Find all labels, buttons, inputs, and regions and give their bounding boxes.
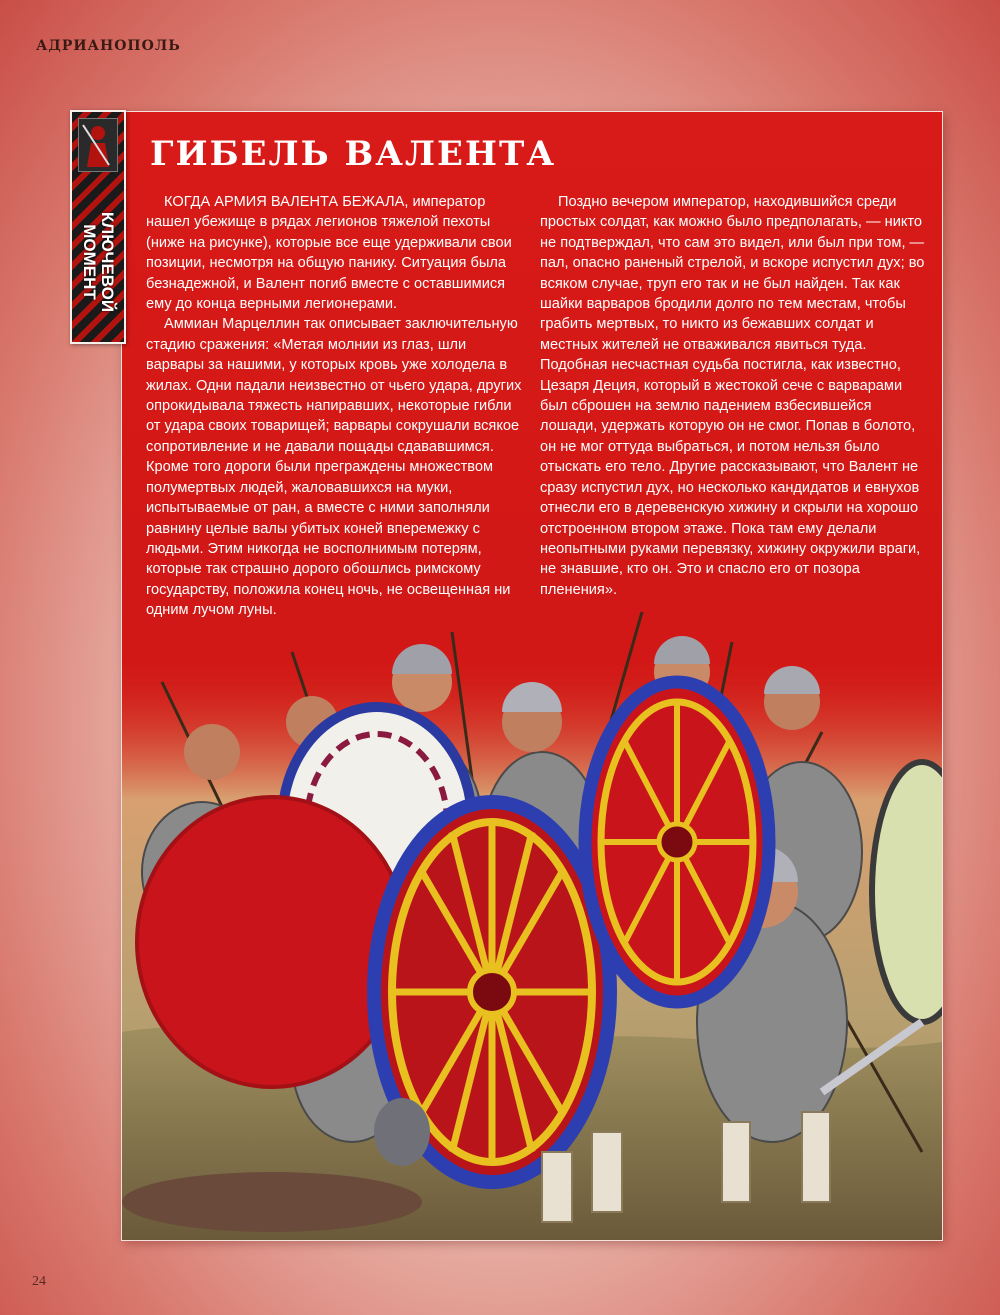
- battle-illustration: [122, 592, 942, 1240]
- key-moment-line2: МОМЕНТ: [80, 224, 99, 300]
- article-title: ГИБЕЛЬ ВАЛЕНТА: [150, 134, 557, 174]
- article-panel: [122, 112, 942, 1240]
- paragraph: Поздно вечером император, находившийся среди простых солдат, как можно было предполагать, — никто не подтверждал, что сам это видел, или был при том, — пал, опасно раненый стрелой, и вскоре испустил дух; во всяком случае, труп его так и не был найден. Так как шайки варваров бродили долго по тем местам, чтобы грабить мертвых, то никто из бежавших солдат и местных жителей не отваживался явиться туда. Подобная несчастная судьба постигла, как известно, Цезаря Деция, который в жестокой сече с варварами был сброшен на землю падением взбесившейся лошади, удержать которую он не смог. Попав в болото, он не мог оттуда выбраться, и потом нельзя было отыскать его тело. Другие рассказывают, что Валент не сразу испустил дух, но несколько кандидатов и евнухов отнесли его в деревенскую хижину и скрыли на хорошо отстроенном втором этаже. Пока там ему делали неопытными руками перевязку, хижину окружили враги, не знавшие, кто он. Это и спасло его от позора пленения».: [540, 194, 925, 598]
- lead-in: КОГДА АРМИЯ ВАЛЕНТА БЕЖАЛА,: [164, 194, 409, 210]
- warrior-emblem-icon: [78, 118, 118, 172]
- running-head: АДРИАНОПОЛЬ: [36, 38, 181, 54]
- key-moment-line1: КЛЮЧЕВОЙ: [98, 211, 117, 313]
- key-moment-badge: [70, 110, 126, 344]
- paragraph: Аммиан Марцеллин так описывает заключительную стадию сражения: «Метая молнии из глаз, шли варвары за нашими, у которых кровь уже холодела в жилах. Одни падали неизвестно от чьего удара, других опрокидывала тяжесть напиравших, некоторые гибли от удара своих товарищей; варвары сокрушали всякое сопротивление и не давали пощады сдававшимся. Кроме того дороги были преграждены множеством полумертвых людей, жаловавшихся на муки, испытываемые от ран, а вместе с ними заполняли равнину целые валы убитых коней вперемежку с людьми. Этим никогда не восполнимым потерям, которые так страшно дорого обошлись римскому государству, положила конец ночь, не освещенная ни одним лучом луны.: [146, 316, 522, 619]
- text-column-left: [146, 192, 526, 621]
- paragraph: [146, 192, 526, 314]
- battle-illustration-art: [122, 592, 942, 1240]
- paragraph-text: император нашел убежище в рядах легионов тяжелой пехоты (ниже на рисунке), которые все еще удерживали свои позиции, несмотря на общую панику. Ситуация была безнадежной, и Валент погиб вместе с оставшимися ему до конца верными легионерами.: [146, 194, 512, 313]
- text-column-right: [540, 192, 928, 600]
- page-number: 24: [32, 1274, 46, 1289]
- key-moment-label: [80, 212, 116, 312]
